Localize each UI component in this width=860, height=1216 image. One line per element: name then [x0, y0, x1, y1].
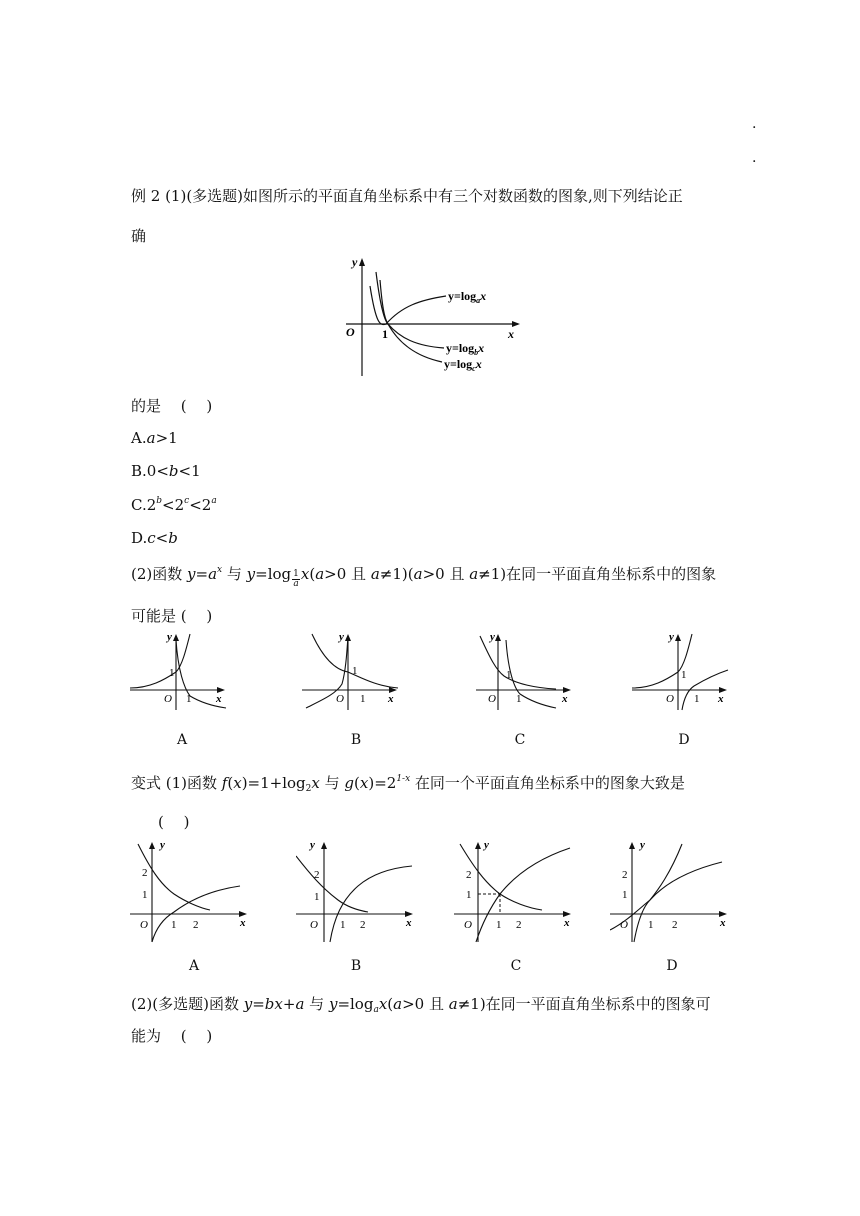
curve-label-c: $y=\log_cx$ [444, 357, 482, 373]
svg-text:1: 1 [186, 693, 192, 705]
svg-text:1: 1 [352, 665, 358, 677]
svg-text:1: 1 [694, 693, 700, 705]
svg-text:y: y [484, 839, 489, 851]
graph-y-label: y [352, 255, 358, 269]
curve-label-b: $y=\log_bx$ [446, 341, 485, 357]
var-graph-a [130, 838, 254, 948]
var-graph-b [296, 838, 420, 948]
corner-dot: . [752, 150, 757, 166]
question-2: (2)函数 $y=a^x$ 与 y=log $\frac{1}{a}$ x(a>0 且 a≠1)(a>0 且 a≠1)在同一平面直角坐标系中的图象 [131, 565, 717, 589]
svg-text:1: 1 [314, 891, 320, 903]
svg-text:1: 1 [466, 889, 472, 901]
svg-text:x: x [406, 917, 412, 929]
var-choice-d: D [666, 958, 678, 974]
q2-graph-c [476, 630, 576, 712]
q2-choice-d: D [678, 732, 690, 748]
question-2-cont: 可能是 ( ) [131, 607, 213, 625]
svg-text:1: 1 [622, 889, 628, 901]
svg-text:y: y [160, 839, 165, 851]
example-2-stem-end: 的是 ( ) [131, 397, 213, 415]
svg-text:y: y [490, 631, 495, 643]
q2-graph-a [130, 630, 230, 712]
svg-text:O: O [164, 693, 172, 705]
option-c: $C.2^b<2^c<2^a$ [131, 496, 217, 514]
svg-text:x: x [718, 693, 724, 705]
option-b: B.0<b<1 [131, 462, 201, 480]
curve-label-a: $y=\log_ax$ [448, 289, 487, 305]
svg-text:O: O [666, 693, 674, 705]
svg-text:O: O [488, 693, 496, 705]
graph-origin-label: O [346, 325, 355, 339]
var-choice-b: B [350, 958, 362, 974]
svg-text:x: x [720, 917, 726, 929]
svg-text:1: 1 [169, 667, 175, 679]
var-graph-d [610, 838, 734, 948]
svg-text:x: x [388, 693, 394, 705]
q2-choice-a: A [176, 732, 188, 748]
example-2-title: 例 2 (1)(多选题)如图所示的平面直角坐标系中有三个对数函数的图象,则下列结论正 [131, 187, 683, 205]
svg-text:y: y [669, 631, 674, 643]
svg-text:O: O [140, 919, 148, 931]
svg-text:x: x [564, 917, 570, 929]
svg-text:2: 2 [516, 919, 522, 931]
svg-text:1: 1 [171, 919, 177, 931]
svg-text:y: y [167, 631, 172, 643]
svg-text:1: 1 [516, 693, 522, 705]
svg-text:O: O [620, 919, 628, 931]
svg-text:1: 1 [648, 919, 654, 931]
option-d: D.c<b [131, 529, 178, 547]
var-choice-a: A [188, 958, 200, 974]
q2-graph-b [302, 630, 402, 712]
svg-text:O: O [310, 919, 318, 931]
variant-2-cont: 能为 ( ) [131, 1027, 213, 1045]
example-2-title-cont: 确 [131, 227, 147, 245]
svg-text:y: y [339, 631, 344, 643]
svg-text:1: 1 [496, 919, 502, 931]
svg-text:2: 2 [314, 869, 320, 881]
svg-text:2: 2 [672, 919, 678, 931]
variant-1: 变式 (1)函数 $f(x)=1+\log_2x$ 与 $g(x)=2^{1-x}$ 在同一个平面直角坐标系中的图象大致是 [131, 774, 685, 794]
q2-choice-c: C [514, 732, 526, 748]
q2-graph-d [632, 630, 732, 712]
variant-2: (2)(多选题)函数 y=bx+a 与 $y=\log_ax(a>0$ 且 a≠1)在同一平面直角坐标系中的图象可 [131, 995, 711, 1015]
corner-dot: . [752, 116, 757, 132]
svg-text:2: 2 [142, 867, 148, 879]
log-graph [340, 254, 530, 380]
svg-text:O: O [336, 693, 344, 705]
svg-text:2: 2 [360, 919, 366, 931]
svg-text:x: x [216, 693, 222, 705]
graph-x-label: x [508, 327, 514, 341]
option-a: A.a>1 [131, 429, 178, 447]
svg-text:x: x [240, 917, 246, 929]
graph-one-label: 1 [382, 327, 388, 341]
svg-text:1: 1 [142, 889, 148, 901]
variant-1-paren: ( ) [158, 813, 190, 831]
var-graph-c [454, 838, 578, 948]
svg-text:1: 1 [681, 669, 687, 681]
svg-text:1: 1 [340, 919, 346, 931]
svg-text:2: 2 [193, 919, 199, 931]
svg-text:1: 1 [506, 669, 512, 681]
q2-choice-b: B [350, 732, 362, 748]
svg-text:y: y [310, 839, 315, 851]
svg-text:x: x [562, 693, 568, 705]
svg-text:y: y [640, 839, 645, 851]
var-choice-c: C [510, 958, 522, 974]
svg-text:2: 2 [466, 869, 472, 881]
svg-text:O: O [464, 919, 472, 931]
svg-text:2: 2 [622, 869, 628, 881]
svg-text:1: 1 [360, 693, 366, 705]
